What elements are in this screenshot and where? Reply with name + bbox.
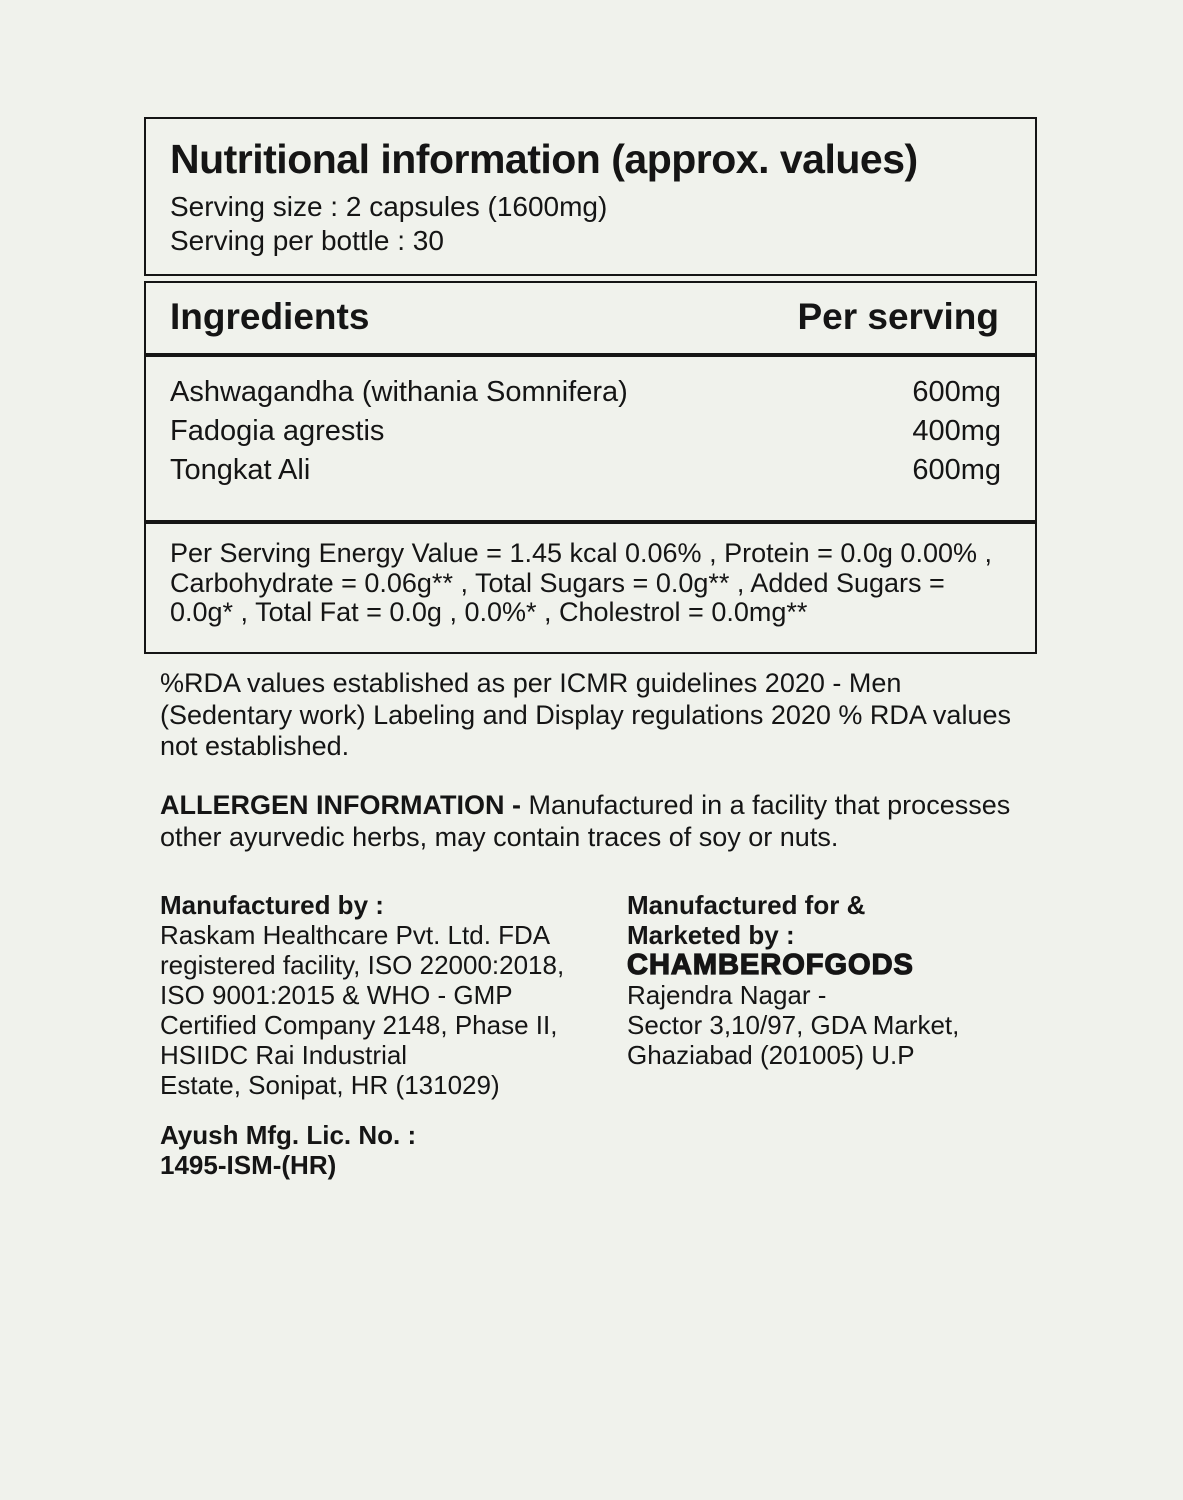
panel-header-box xyxy=(144,117,1037,276)
table-row xyxy=(170,373,1001,412)
allergen-label: ALLERGEN INFORMATION - xyxy=(160,790,521,820)
manufactured-for-address-line: Rajendra Nagar - xyxy=(627,980,827,1010)
panel-title: Nutritional information (approx. values) xyxy=(170,136,918,182)
ayush-license-number: 1495-ISM-(HR) xyxy=(160,1150,337,1180)
brand-wordmark: CHAMBEROFGODS xyxy=(627,949,914,981)
ingredient-name: Fadogia agrestis xyxy=(170,415,385,447)
table-row xyxy=(170,451,1001,490)
manufactured-by-line: HSIIDC Rai Industrial xyxy=(160,1040,408,1070)
manufactured-for-address-line: Ghaziabad (201005) U.P xyxy=(627,1040,915,1070)
ingredients-header-row xyxy=(144,281,1037,355)
manufactured-for-label-line2: Marketed by : xyxy=(627,920,795,950)
per-serving-column-header: Per serving xyxy=(797,296,999,337)
manufacturer-columns xyxy=(160,890,1020,1180)
manufactured-for-column xyxy=(627,890,1020,1180)
ingredient-name: Ashwagandha (withania Somnifera) xyxy=(170,376,628,408)
ingredient-amount: 600mg xyxy=(912,454,1001,486)
manufactured-by-column xyxy=(160,890,627,1180)
energy-values-text: Per Serving Energy Value = 1.45 kcal 0.06% , Protein = 0.0g 0.00% , Carbohydrate = 0.06g** , Total Sugars = 0.0g** , Added Sugars = 0.0g* , Total Fat = 0.0g , 0.0%* , Cholestrol = 0.0mg** xyxy=(170,538,992,627)
manufactured-for-address-line: Sector 3,10/97, GDA Market, xyxy=(627,1010,960,1040)
nutrition-panel xyxy=(144,117,1037,654)
rda-note: %RDA values established as per ICMR guidelines 2020 - Men (Sedentary work) Labeling and Display regulations 2020 % RDA values not established. xyxy=(160,668,1011,761)
ayush-license-block xyxy=(160,1120,627,1180)
ingredient-amount: 600mg xyxy=(912,376,1001,408)
manufactured-by-line: Estate, Sonipat, HR (131029) xyxy=(160,1070,500,1100)
ingredients-column-header: Ingredients xyxy=(170,296,370,337)
allergen-text: Manufactured in a facility that processes other ayurvedic herbs, may contain traces of soy or nuts. xyxy=(160,790,1011,852)
ingredients-table-body xyxy=(144,355,1037,522)
energy-values-box xyxy=(144,522,1037,654)
manufactured-by-label: Manufactured by : xyxy=(160,890,384,920)
ingredient-amount: 400mg xyxy=(912,415,1001,447)
allergen-note xyxy=(160,790,1022,853)
serving-size-line: Serving size : 2 capsules (1600mg) xyxy=(170,191,608,222)
manufactured-by-line: Raskam Healthcare Pvt. Ltd. FDA xyxy=(160,920,551,950)
manufactured-by-line: ISO 9001:2015 & WHO - GMP xyxy=(160,980,513,1010)
manufactured-for-label-line1: Manufactured for & xyxy=(627,890,866,920)
serving-per-bottle-line: Serving per bottle : 30 xyxy=(170,225,444,256)
ingredient-name: Tongkat Ali xyxy=(170,454,311,486)
manufactured-by-line: registered facility, ISO 22000:2018, xyxy=(160,950,565,980)
manufactured-by-line: Certified Company 2148, Phase II, xyxy=(160,1010,558,1040)
ayush-license-label: Ayush Mfg. Lic. No. : xyxy=(160,1120,417,1150)
table-row xyxy=(170,412,1001,451)
